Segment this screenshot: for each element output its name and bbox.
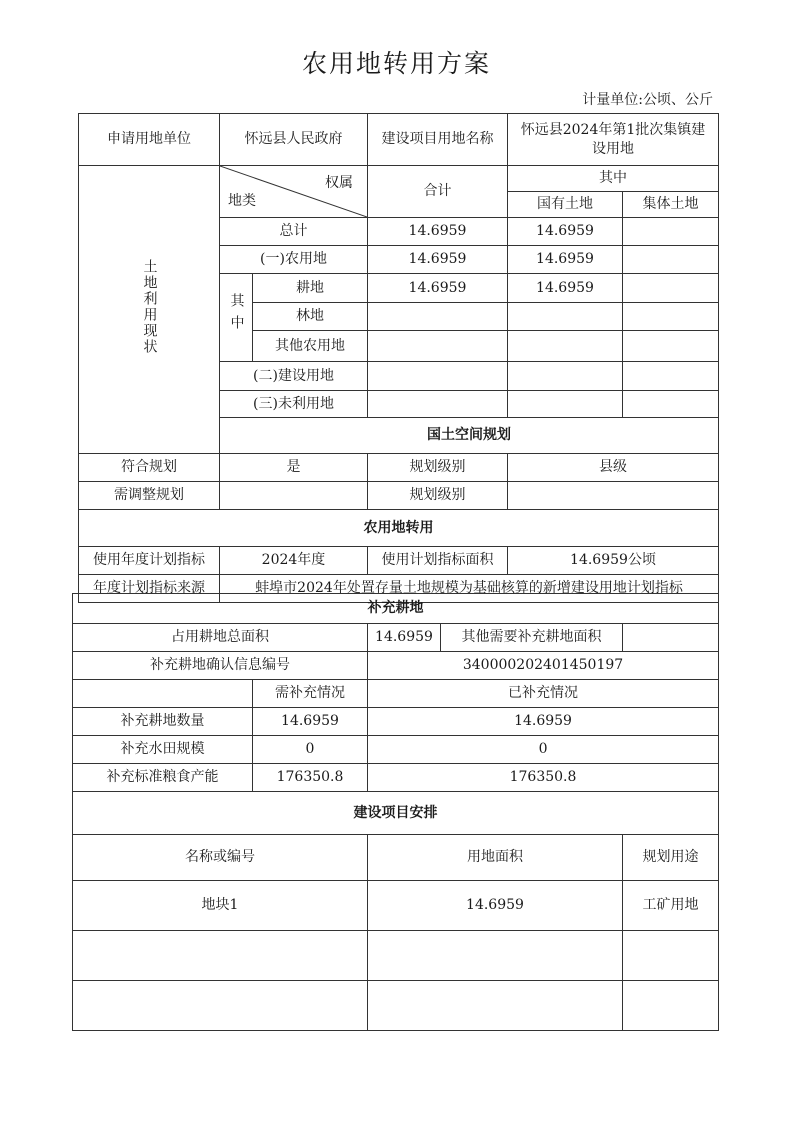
proj-row-use — [623, 931, 719, 981]
plan-area-label: 使用计划指标面积 — [368, 547, 508, 575]
supp-qty-need: 14.6959 — [253, 708, 368, 736]
col-among-header: 其中 — [508, 166, 719, 192]
proj-row-area — [368, 981, 623, 1031]
supp-grain-need: 176350.8 — [253, 764, 368, 792]
row-unused-name: (三)未利用地 — [220, 391, 368, 418]
proj-row-name: 地块1 — [73, 881, 368, 931]
row-construction-state — [508, 362, 623, 391]
row-arable-collective — [623, 274, 719, 303]
supp-qty-done: 14.6959 — [368, 708, 719, 736]
proj-row-area — [368, 931, 623, 981]
level2-label: 规划级别 — [368, 482, 508, 510]
conform-value: 是 — [220, 454, 368, 482]
confirm-no-value: 340000202401450197 — [368, 652, 719, 680]
planning-heading: 国土空间规划 — [220, 418, 719, 454]
row-agri-state: 14.6959 — [508, 246, 623, 274]
row-agri-total: 14.6959 — [368, 246, 508, 274]
col-collective-header: 集体土地 — [623, 192, 719, 218]
applicant-label: 申请用地单位 — [79, 114, 220, 166]
among-label-text: 其中 — [228, 292, 245, 337]
document-title: 农用地转用方案 — [301, 49, 491, 78]
row-construction-name: (二)建设用地 — [220, 362, 368, 391]
proj-row-name — [73, 981, 368, 1031]
diag-ownership-label: 权属 — [325, 175, 353, 191]
conform-label: 符合规划 — [79, 454, 220, 482]
row-other-agri-state — [508, 331, 623, 362]
row-unused-collective — [623, 391, 719, 418]
proj-row-area: 14.6959 — [368, 881, 623, 931]
proj-col-area: 用地面积 — [368, 835, 623, 881]
plan-area-value: 14.6959公顷 — [508, 547, 719, 575]
row-other-agri-name: 其他农用地 — [253, 331, 368, 362]
diag-landtype-label: 地类 — [228, 193, 256, 210]
level-value: 县级 — [508, 454, 719, 482]
row-construction-collective — [623, 362, 719, 391]
conversion-heading: 农用地转用 — [79, 510, 719, 547]
diagonal-header-cell — [220, 166, 368, 218]
supplement-table — [72, 593, 719, 1031]
proj-col-use: 规划用途 — [623, 835, 719, 881]
plan-source-label: 年度计划指标来源 — [79, 575, 220, 603]
row-forest-state — [508, 303, 623, 331]
row-forest-collective — [623, 303, 719, 331]
confirm-no-label: 补充耕地确认信息编号 — [73, 652, 368, 680]
supplement-heading: 补充耕地 — [73, 594, 719, 624]
row-total-name: 总计 — [220, 218, 368, 246]
applicant-value: 怀远县人民政府 — [220, 114, 368, 166]
among-label — [220, 274, 253, 362]
plan-year-value: 2024年度 — [220, 547, 368, 575]
plan-year-label: 使用年度计划指标 — [79, 547, 220, 575]
proj-row-use — [623, 981, 719, 1031]
supp-qty-label: 补充耕地数量 — [73, 708, 253, 736]
proj-row-name — [73, 931, 368, 981]
row-total-total: 14.6959 — [368, 218, 508, 246]
land-status-section-label — [79, 166, 220, 454]
done-header: 已补充情况 — [368, 680, 719, 708]
row-arable-state: 14.6959 — [508, 274, 623, 303]
col-state-header: 国有土地 — [508, 192, 623, 218]
row-forest-name: 林地 — [253, 303, 368, 331]
proj-col-name: 名称或编号 — [73, 835, 368, 881]
supp-grain-label: 补充标准粮食产能 — [73, 764, 253, 792]
row-unused-state — [508, 391, 623, 418]
row-unused-total — [368, 391, 508, 418]
row-total-collective — [623, 218, 719, 246]
col-total-header: 合计 — [368, 166, 508, 218]
row-other-agri-collective — [623, 331, 719, 362]
land-status-label-text: 土地利用现状 — [141, 258, 158, 355]
row-construction-total — [368, 362, 508, 391]
other-area-value — [623, 624, 719, 652]
supp-paddy-need: 0 — [253, 736, 368, 764]
row-arable-total: 14.6959 — [368, 274, 508, 303]
project-name-label: 建设项目用地名称 — [368, 114, 508, 166]
land-status-table — [78, 113, 719, 603]
occupied-label: 占用耕地总面积 — [73, 624, 368, 652]
situation-corner — [73, 680, 253, 708]
row-total-state: 14.6959 — [508, 218, 623, 246]
project-name-value: 怀远县2024年第1批次集镇建设用地 — [508, 114, 719, 166]
unit-note: 计量单位:公顷、公斤 — [582, 92, 713, 108]
row-agri-collective — [623, 246, 719, 274]
level-label: 规划级别 — [368, 454, 508, 482]
adjust-value — [220, 482, 368, 510]
adjust-label: 需调整规划 — [79, 482, 220, 510]
supp-paddy-label: 补充水田规模 — [73, 736, 253, 764]
occupied-value: 14.6959 — [368, 624, 441, 652]
supp-paddy-done: 0 — [368, 736, 719, 764]
plan-source-value: 蚌埠市2024年处置存量土地规模为基础核算的新增建设用地计划指标 — [220, 575, 719, 603]
proj-row-use: 工矿用地 — [623, 881, 719, 931]
row-forest-total — [368, 303, 508, 331]
other-area-label: 其他需要补充耕地面积 — [441, 624, 623, 652]
row-other-agri-total — [368, 331, 508, 362]
projects-heading: 建设项目安排 — [73, 792, 719, 835]
row-arable-name: 耕地 — [253, 274, 368, 303]
row-agri-name: (一)农用地 — [220, 246, 368, 274]
supp-grain-done: 176350.8 — [368, 764, 719, 792]
need-header: 需补充情况 — [253, 680, 368, 708]
level2-value — [508, 482, 719, 510]
